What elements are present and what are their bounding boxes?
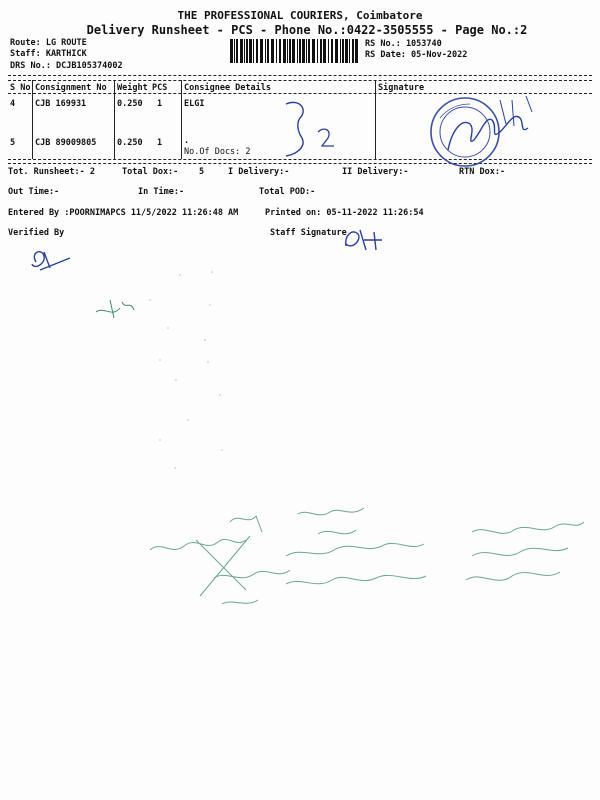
row-1-consignee: ELGI: [184, 99, 205, 109]
col-header-pcs: PCS: [152, 83, 168, 93]
total-dox-label: Total Dox:-: [122, 167, 179, 177]
row-1-consignment: CJB 169931: [35, 99, 87, 109]
verified-by-label: Verified By: [8, 228, 65, 238]
printed-on: Printed on: 05-11-2022 11:26:54: [265, 208, 424, 218]
tot-runsheet: Tot. Runsheet:- 2: [8, 167, 95, 177]
bracket-mark: [286, 102, 303, 156]
bleed-through-writing: [150, 508, 584, 604]
i-delivery-label: I Delivery:-: [228, 167, 290, 177]
row-2-pcs: 1: [157, 138, 163, 148]
row-2-consignment: CJB 89009805: [35, 138, 97, 148]
runsheet-subtitle: Delivery Runsheet - PCS - Phone No.:0422-3505555 - Page No.:2: [86, 23, 528, 37]
digit-two-mark: [318, 129, 334, 146]
staff-signature-mark: [346, 230, 382, 250]
col-header-sno: S No: [10, 83, 31, 93]
no-of-docs: No.Of Docs: 2: [184, 147, 251, 157]
rs-number: RS No.: 1053740: [365, 39, 442, 49]
drs-number: DRS No.: DCJB105374002: [10, 61, 123, 71]
row-1-pcs: 1: [157, 99, 163, 109]
col-header-weight: Weight: [117, 83, 148, 93]
staff-label: Staff: KARTHICK: [10, 49, 87, 59]
row-1-sno: 4: [10, 99, 16, 109]
row-2-sno: 5: [10, 138, 16, 148]
delivery-stamp: [431, 98, 499, 166]
out-time-label: Out Time:-: [8, 187, 60, 197]
col-header-signature: Signature: [378, 83, 425, 93]
col-header-consignee: Consignee Details: [184, 83, 271, 93]
col-header-consignment: Consignment No: [35, 83, 107, 93]
company-title: THE PROFESSIONAL COURIERS, Coimbatore: [177, 9, 423, 22]
route-label: Route: LG ROUTE: [10, 38, 87, 48]
entered-by: Entered By :POORNIMAPCS 11/5/2022 11:26:48 AM: [8, 208, 239, 218]
row-2-consignee: .: [184, 136, 190, 146]
verified-signature-mark: [32, 252, 70, 270]
rs-date: RS Date: 05-Nov-2022: [365, 50, 468, 60]
rtn-dox-label: RTN Dox:-: [459, 167, 506, 177]
row-2-weight: 0.250: [117, 138, 143, 148]
in-time-label: In Time:-: [138, 187, 185, 197]
staff-signature-label: Staff Signature: [270, 228, 347, 238]
total-dox-value: 5: [199, 167, 205, 177]
ii-delivery-label: II Delivery:-: [342, 167, 409, 177]
total-pod-label: Total POD:-: [259, 187, 316, 197]
row-1-weight: 0.250: [117, 99, 143, 109]
